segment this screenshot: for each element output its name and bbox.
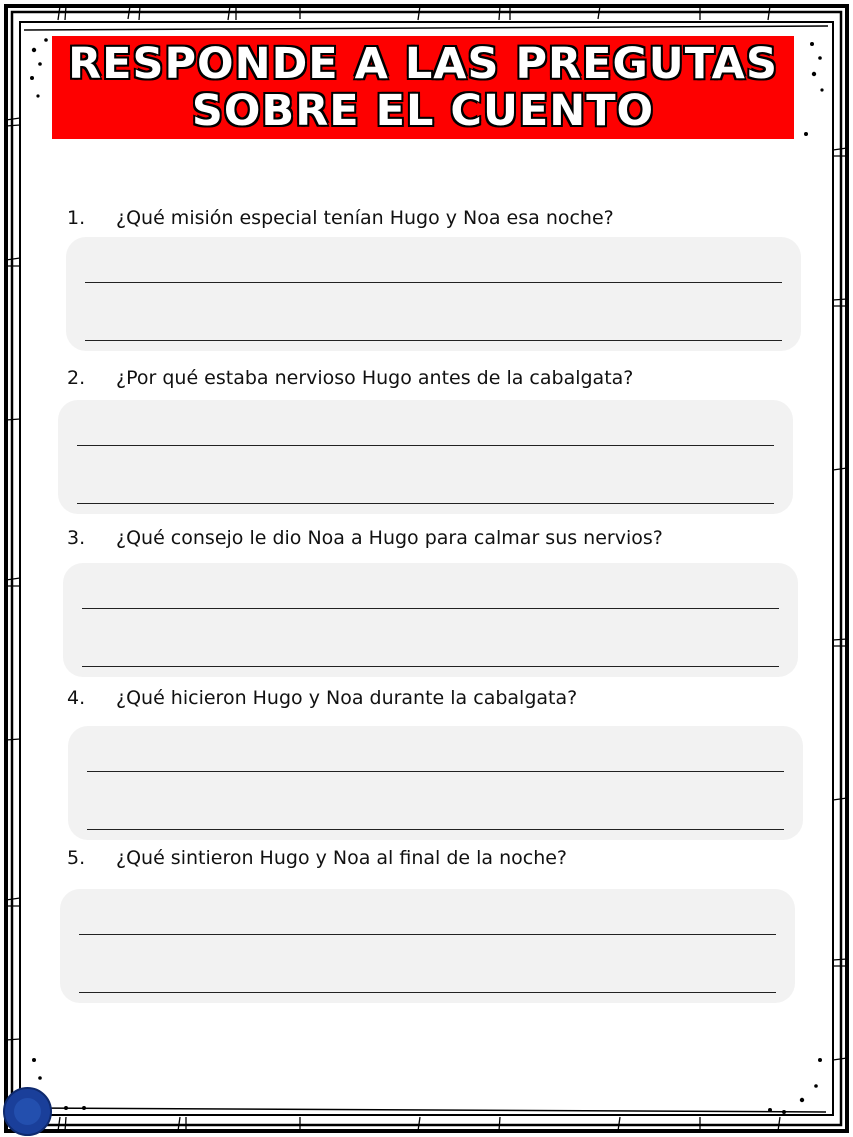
question-number: 2.	[67, 367, 86, 389]
answer-line[interactable]	[79, 934, 776, 935]
answer-box-1[interactable]	[66, 237, 801, 351]
question-1	[67, 206, 614, 230]
answer-line[interactable]	[85, 340, 782, 341]
question-number: 4.	[67, 687, 86, 709]
question-4	[67, 686, 577, 710]
question-text: ¿Por qué estaba nervioso Hugo antes de la cabalgata?	[116, 367, 634, 389]
page-title-line-1: RESPONDE A LAS PREGUTAS	[68, 38, 778, 89]
answer-line[interactable]	[77, 503, 774, 504]
answer-box-3[interactable]	[63, 563, 798, 677]
question-number: 1.	[67, 207, 86, 229]
answer-line[interactable]	[77, 445, 774, 446]
answer-line[interactable]	[79, 992, 776, 993]
answer-line[interactable]	[87, 771, 784, 772]
question-2	[67, 366, 633, 390]
title-banner	[52, 36, 794, 139]
question-number: 3.	[67, 527, 86, 549]
answer-line[interactable]	[82, 608, 779, 609]
question-5	[67, 846, 567, 870]
answer-line[interactable]	[82, 666, 779, 667]
answer-line[interactable]	[85, 282, 782, 283]
answer-box-4[interactable]	[68, 726, 803, 840]
question-text: ¿Qué hicieron Hugo y Noa durante la cabalgata?	[116, 687, 578, 709]
answer-box-5[interactable]	[60, 889, 795, 1003]
question-number: 5.	[67, 847, 86, 869]
author-logo-icon	[3, 1087, 52, 1136]
page-title-line-2: SOBRE EL CUENTO	[191, 85, 655, 136]
question-text: ¿Qué misión especial tenían Hugo y Noa esa noche?	[116, 207, 614, 229]
answer-line[interactable]	[87, 829, 784, 830]
question-text: ¿Qué consejo le dio Noa a Hugo para calmar sus nervios?	[116, 527, 663, 549]
question-3	[67, 526, 663, 550]
question-text: ¿Qué sintieron Hugo y Noa al final de la noche?	[116, 847, 568, 869]
logo-inner-circle	[14, 1098, 41, 1125]
answer-box-2[interactable]	[58, 400, 793, 514]
